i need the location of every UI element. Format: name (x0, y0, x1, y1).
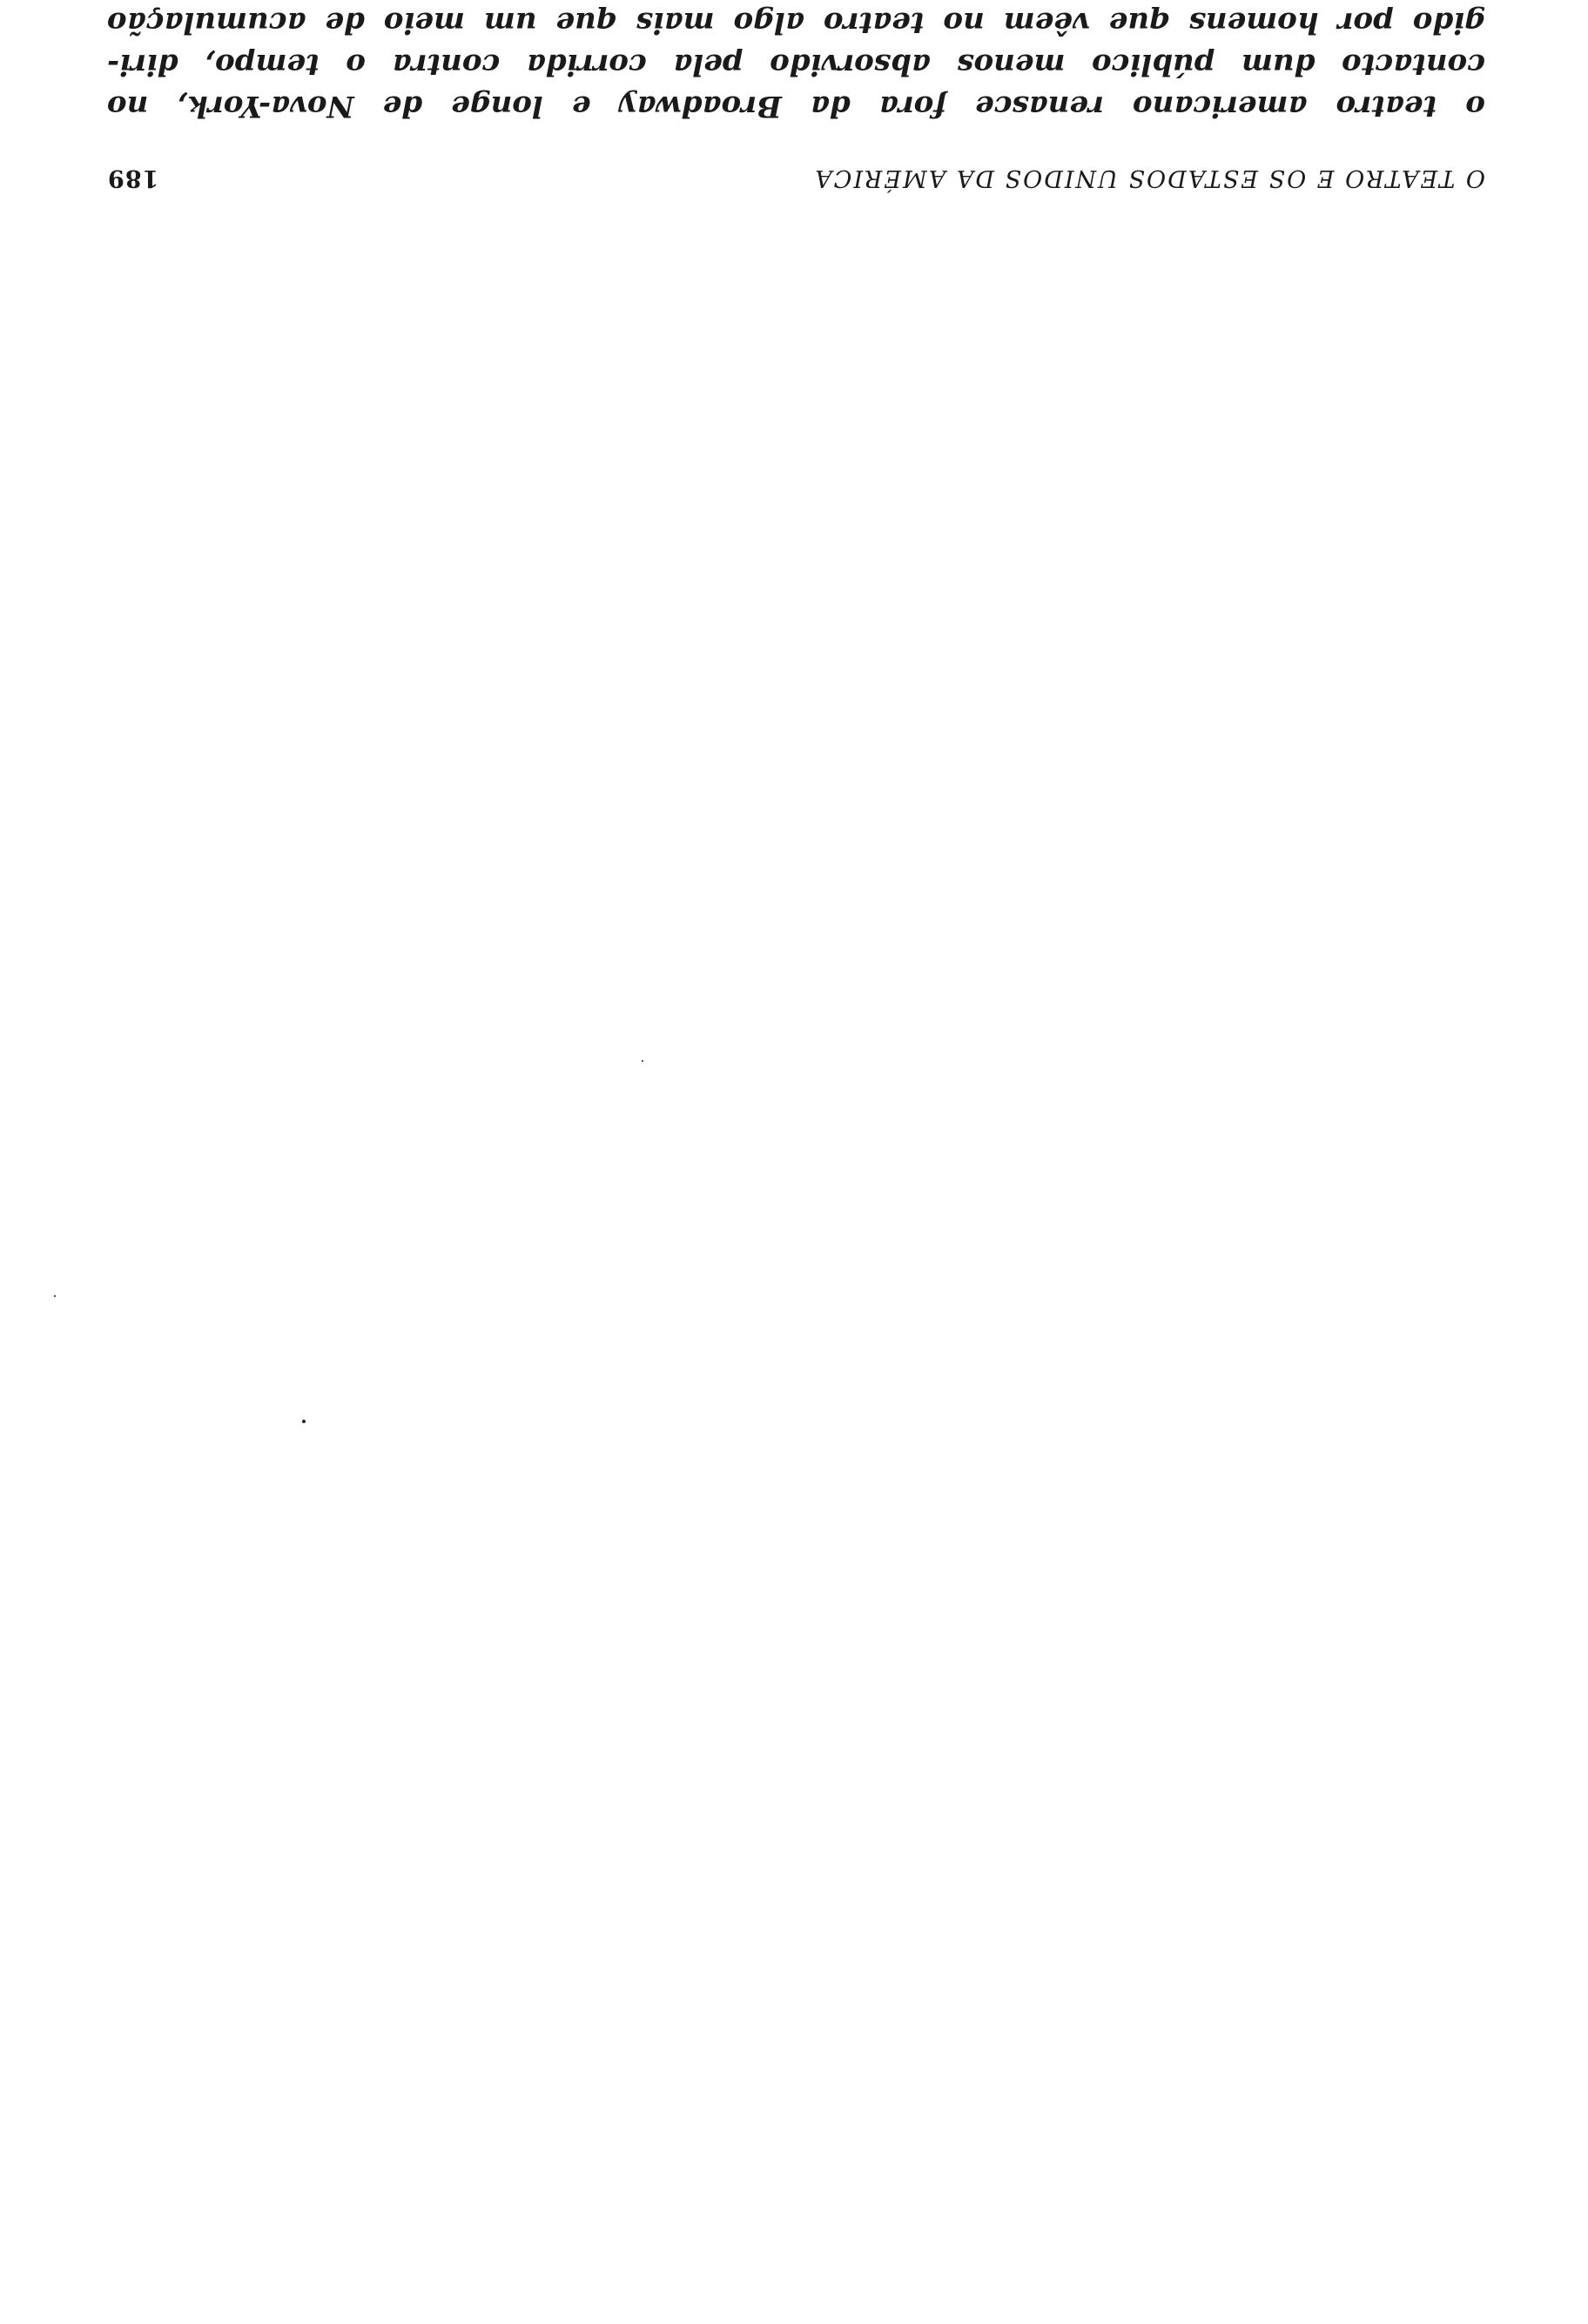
text-line: o teatro americano renasce fora da Broadway e longe de Nova-York, no (107, 89, 1485, 124)
scan-speck (54, 1295, 56, 1297)
running-head (107, 165, 1485, 191)
running-head-title: O TEATRO E OS ESTADOS UNIDOS DA AMÉRICA (813, 165, 1485, 191)
text-line: contacto dum público menos absorvido pela corrida contra o tempo, diri- (107, 47, 1485, 82)
text-line (107, 0, 1485, 2)
text-line: gido por homens que vêem no teatro algo mais que um meio de acumulação (107, 5, 1485, 40)
page-number: 189 (107, 165, 159, 191)
body-paragraph (107, 0, 1485, 127)
scan-speck (302, 1420, 306, 1423)
scan-speck (642, 1060, 643, 1062)
